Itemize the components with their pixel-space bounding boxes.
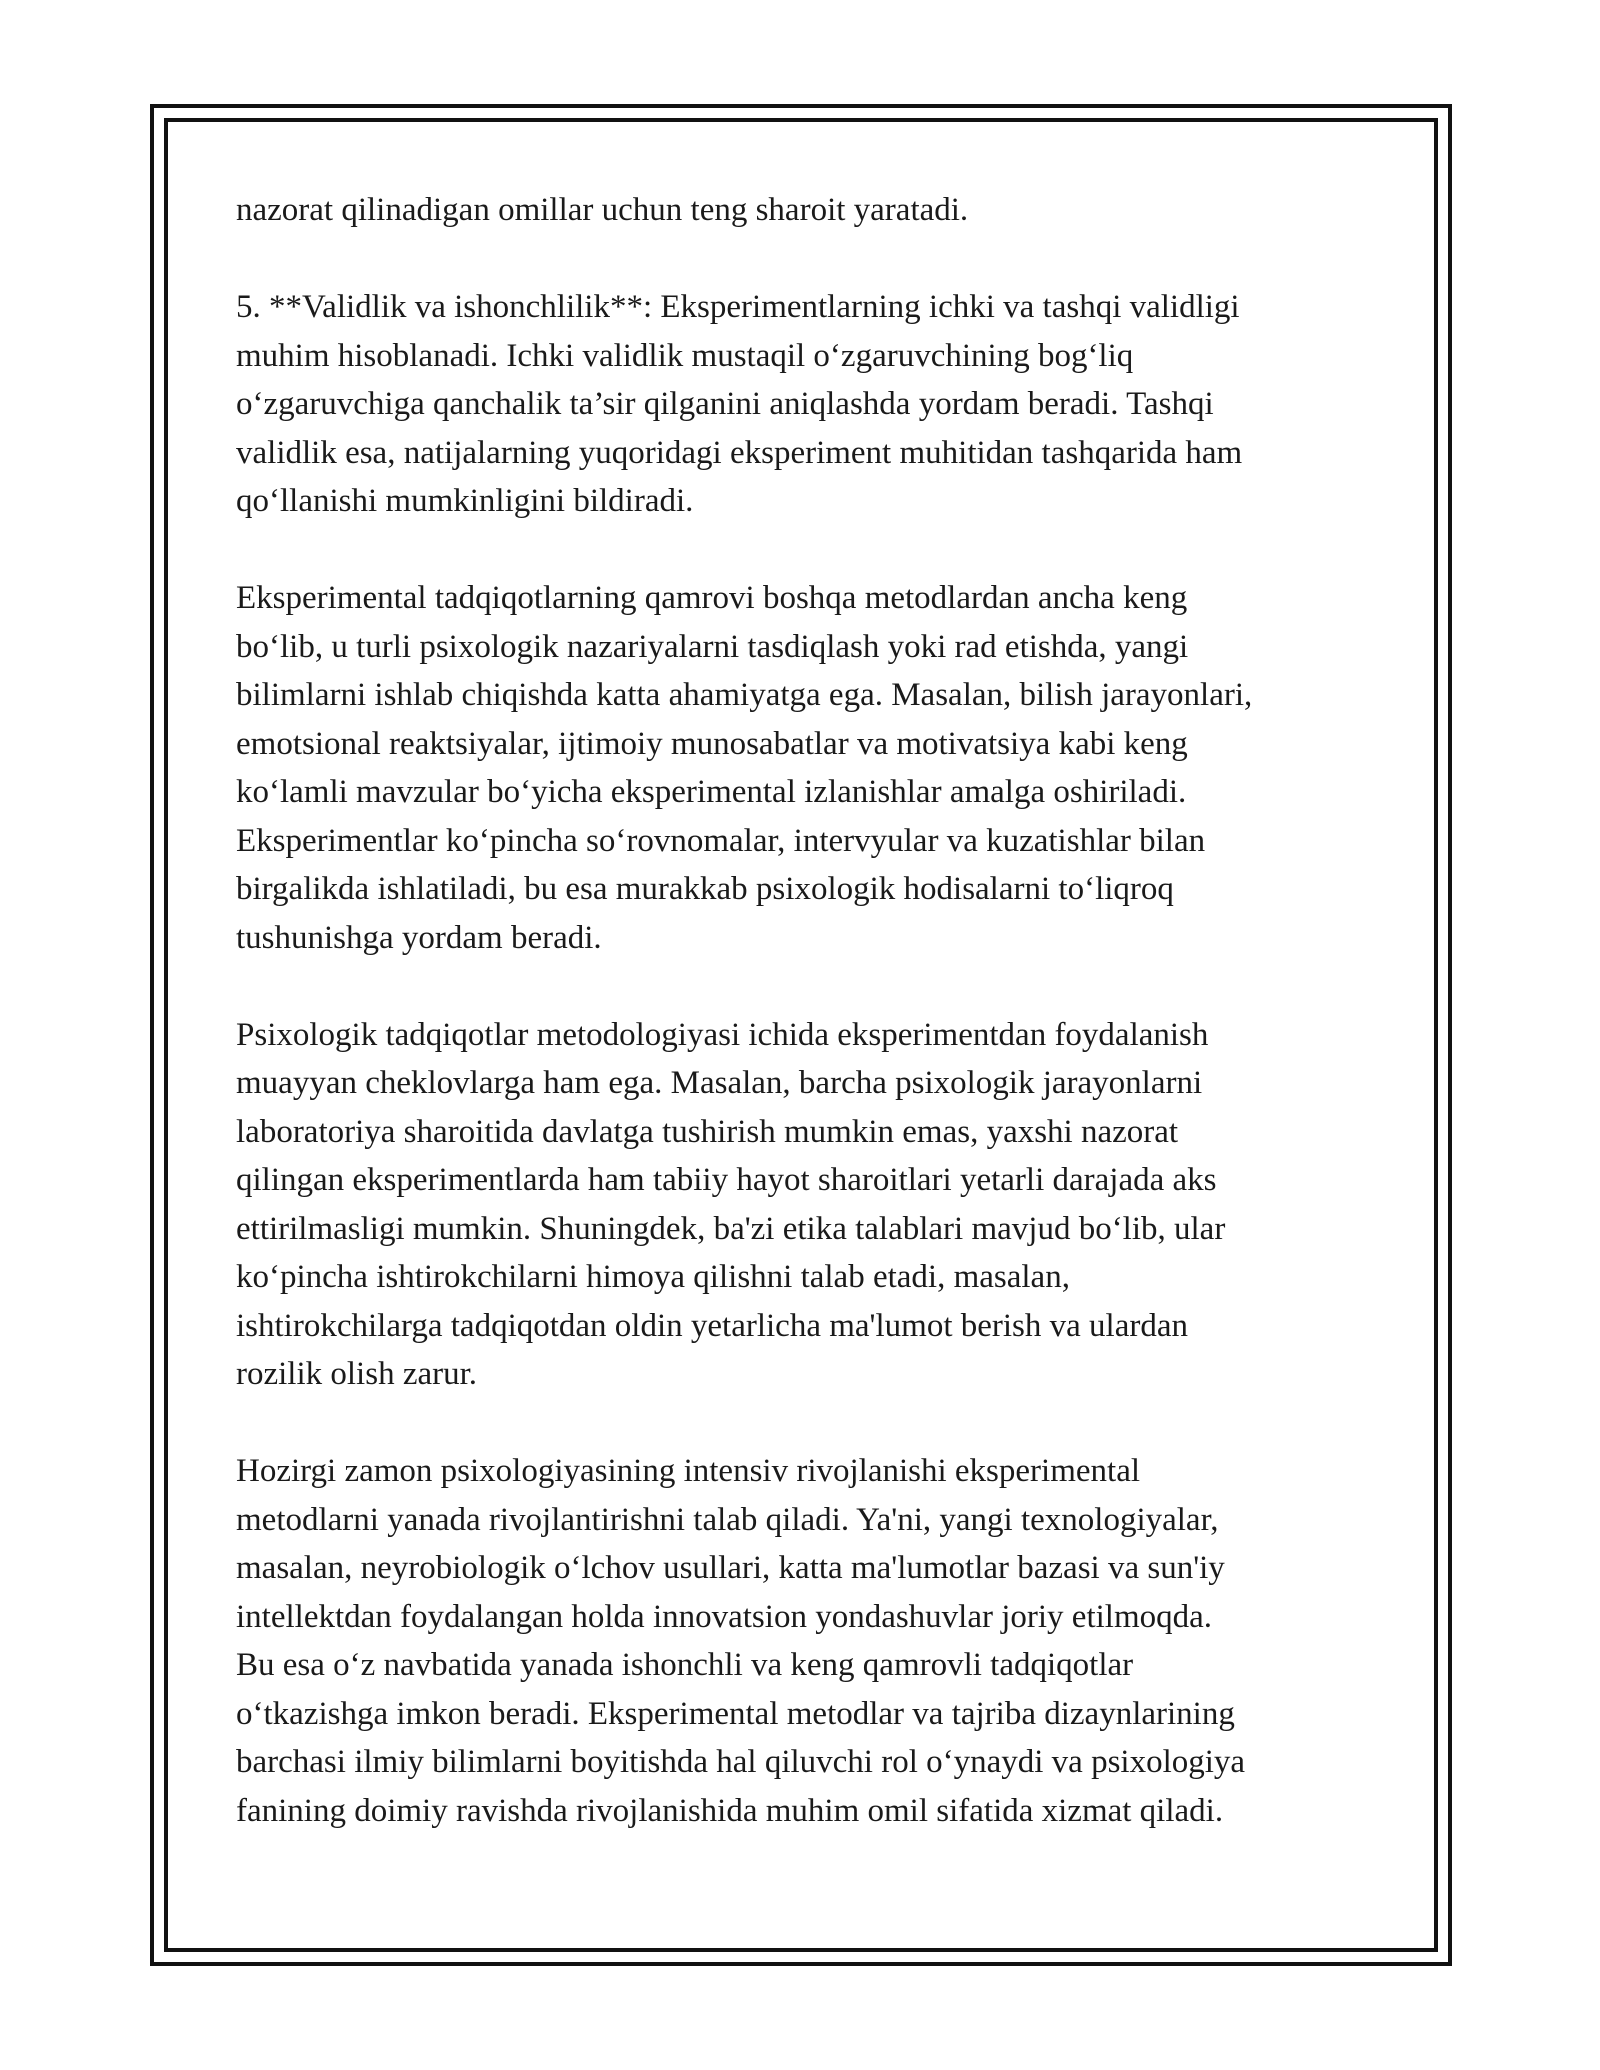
paragraph-4: Psixologik tadqiqotlar metodologiyasi ichida eksperimentdan foydalanish muayyan cheklovlarga ham ega. Masalan, barcha psixologik jarayonlarni laboratoriya sharoitida davlatga tushirish mumkin emas, yaxshi nazorat qilingan eksperimentlarda ham tabiiy hayot sharoitlari yetarli darajada aks ettirilmasligi mumkin. Shuningdek, ba'zi etika talablari mavjud bo‘lib, ular ko‘pincha ishtirokchilarni himoya qilishni talab etadi, masalan, ishtirokchilarga tadqiqotdan oldin yetarlicha ma'lumot berish va ulardan rozilik olish zarur. xyxy=(236,1016,1226,1392)
paragraph-1: nazorat qilinadigan omillar uchun teng sharoit yaratadi. xyxy=(236,192,969,228)
document-body xyxy=(236,186,1386,1884)
paragraph-3: Eksperimental tadqiqotlarning qamrovi boshqa metodlardan ancha keng bo‘lib, u turli psixologik nazariyalarni tasdiqlash yoki rad etishda, yangi bilimlarni ishlab chiqishda katta ahamiyatga ega. Masalan, bilish jarayonlari, emotsional reaktsiyalar, ijtimoiy munosabatlar va motivatsiya kabi keng ko‘lamli mavzular bo‘yicha eksperimental izlanishlar amalga oshiriladi. Eksperimentlar ko‘pincha so‘rovnomalar, intervyular va kuzatishlar bilan birgalikda ishlatiladi, bu esa murakkab psixologik hodisalarni to‘liqroq tushunishga yordam beradi. xyxy=(236,580,1253,956)
paragraph-5: Hozirgi zamon psixologiyasining intensiv rivojlanishi eksperimental metodlarni yanada rivojlantirishni talab qiladi. Ya'ni, yangi texnologiyalar, masalan, neyrobiologik o‘lchov usullari, katta ma'lumotlar bazasi va sun'iy intellektdan foydalangan holda innovatsion yondashuvlar joriy etilmoqda. Bu esa o‘z navbatida yanada ishonchli va keng qamrovli tadqiqotlar o‘tkazishga imkon beradi. Eksperimental metodlar va tajriba dizaynlarining barchasi ilmiy bilimlarni boyitishda hal qiluvchi rol o‘ynaydi va psixologiya fanining doimiy ravishda rivojlanishida muhim omil sifatida xizmat qiladi. xyxy=(236,1453,1246,1829)
paragraph-2: 5. **Validlik va ishonchlilik**: Eksperimentlarning ichki va tashqi validligi muhim hisoblanadi. Ichki validlik mustaqil o‘zgaruvchining bog‘liq o‘zgaruvchiga qanchalik ta’sir qilganini aniqlashda yordam beradi. Tashqi validlik esa, natijalarning yuqoridagi eksperiment muhitidan tashqarida ham qo‘llanishi mumkinligini bildiradi. xyxy=(236,289,1243,519)
